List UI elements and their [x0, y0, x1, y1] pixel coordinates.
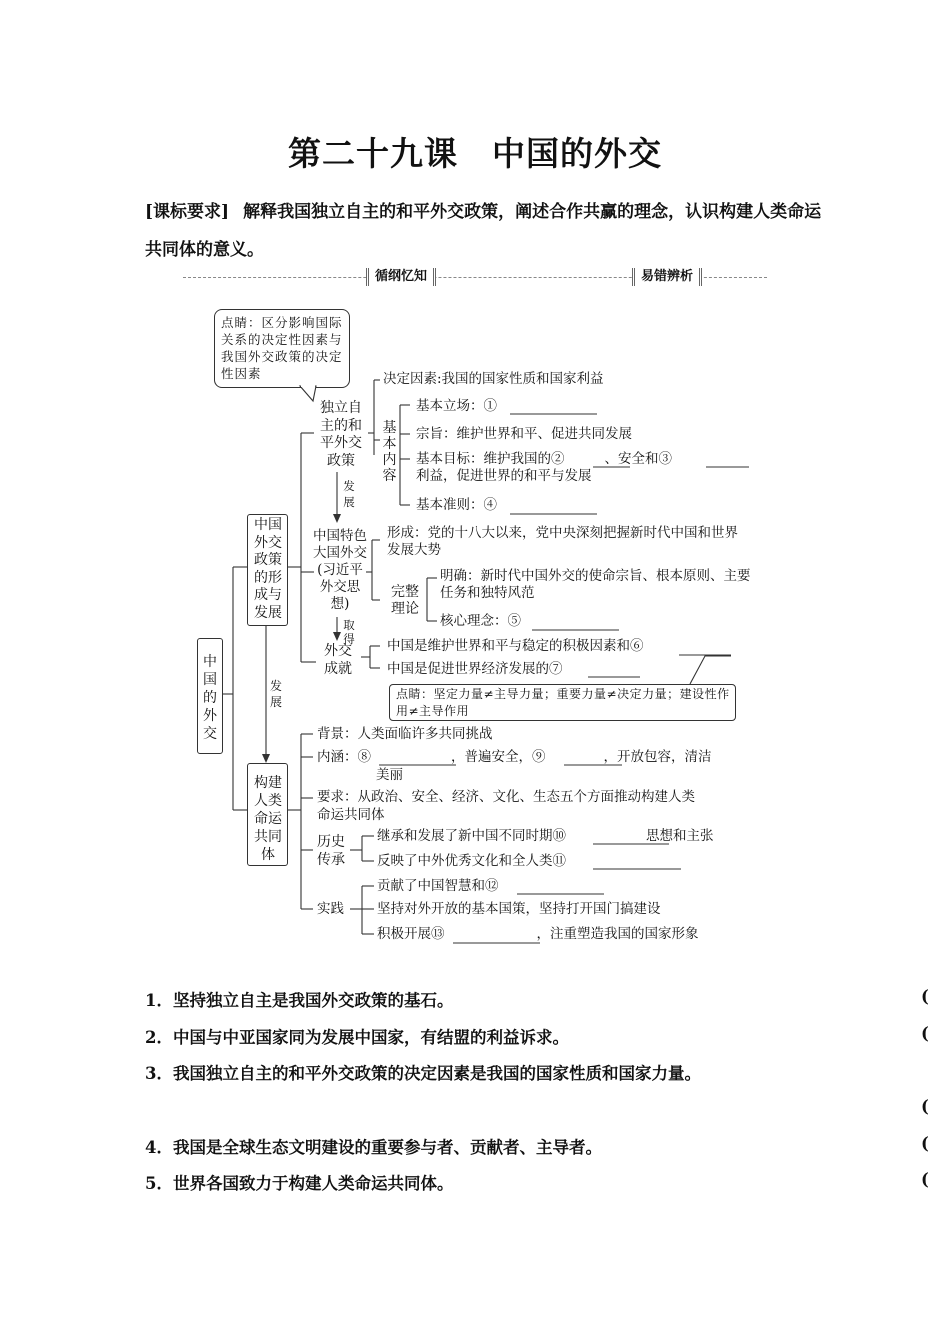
connotation-cont: 美丽 — [376, 767, 403, 783]
branch-policy-formation: 中国外交政策的形成与发展 — [247, 514, 288, 626]
callout-note-2: 点睛：坚定力量≠主导力量；重要力量≠决定力量；建设性作用≠主导作用 — [389, 684, 736, 721]
achievement-2: 中国是促进世界经济发展的⑦ — [387, 661, 563, 677]
purpose: 宗旨：维护世界和平、促进共同发展 — [416, 426, 632, 442]
history-1: 继承和发展了新中国不同时期⑩ 思想和主张 — [377, 828, 714, 844]
xi-diplomacy-node: 中国特色大国外交(习近平外交思想) — [313, 528, 367, 612]
root-node: 中国的外交 — [197, 638, 223, 754]
requirement-line1: 要求：从政治、安全、经济、文化、生态五个方面推动构建人类 — [317, 789, 695, 805]
question-3: 3．我国独立自主的和平外交政策的决定因素是我国的国家性质和国家力量。 — [145, 1064, 701, 1083]
basic-stand: 基本立场：① — [416, 398, 497, 414]
requirement-text: 解释我国独立自主的和平外交政策，阐述合作共赢的理念，认识构建人类命运共同体的意义。 — [145, 202, 822, 260]
policy-node: 独立自主的和平外交政策 — [320, 400, 362, 469]
clarify: 明确：新时代中国外交的使命宗旨、根本原则、主要任务和独特风范 — [440, 568, 751, 601]
answer-paren-5[interactable]: ( — [921, 1170, 929, 1189]
connotation: 内涵：⑧ ，普遍安全，⑨ ，开放包容，清洁 — [317, 749, 712, 765]
practice-2: 坚持对外开放的基本国策，坚持打开国门搞建设 — [377, 901, 661, 917]
requirement-tag: [课标要求] — [145, 202, 230, 222]
obtain-label: 取得 — [343, 618, 355, 646]
develop-label: 发展 — [269, 679, 282, 709]
question-5: 5．世界各国致力于构建人类命运共同体。 — [145, 1174, 454, 1193]
answer-paren-1[interactable]: ( — [921, 987, 929, 1006]
tab-review[interactable]: 循纲忆知 — [366, 268, 436, 286]
tab-mistakes[interactable]: 易错辨析 — [632, 268, 702, 286]
question-4: 4．我国是全球生态文明建设的重要参与者、贡献者、主导者。 — [145, 1138, 602, 1157]
branch-community: 构建人类命运共同体 — [247, 763, 288, 866]
requirement-line2: 命运共同体 — [317, 807, 385, 823]
history-2: 反映了中外优秀文化和全人类⑪ — [377, 853, 566, 869]
answer-paren-2[interactable]: ( — [921, 1024, 929, 1043]
practice-3: 积极开展⑬ ，注重塑造我国的国家形象 — [377, 926, 699, 942]
background: 背景：人类面临许多共同挑战 — [317, 726, 493, 742]
question-1: 1．坚持独立自主是我国外交政策的基石。 — [145, 991, 454, 1010]
basic-content-label: 基本内容 — [382, 420, 397, 484]
answer-paren-3[interactable]: ( — [921, 1097, 929, 1116]
principle: 基本准则：④ — [416, 497, 497, 513]
decisive-factor: 决定因素:我国的国家性质和国家利益 — [383, 371, 604, 387]
achievement-1: 中国是维护世界和平与稳定的积极因素和⑥ — [387, 638, 644, 654]
history-label: 历史传承 — [317, 834, 345, 868]
develop2-label: 发展 — [343, 479, 355, 509]
goal-line: 基本目标：维护我国的② 、安全和③ — [416, 451, 672, 467]
answer-paren-4[interactable]: ( — [921, 1134, 929, 1153]
goal-line-2: 利益，促进世界的和平与发展 — [416, 468, 592, 484]
question-2: 2．中国与中亚国家同为发展中国家，有结盟的利益诉求。 — [145, 1028, 569, 1047]
page-title: 第二十九课 中国的外交 — [288, 134, 662, 173]
complete-theory-label: 完整理论 — [391, 584, 419, 617]
core-concept: 核心理念：⑤ — [440, 613, 521, 629]
practice-1: 贡献了中国智慧和⑫ — [377, 878, 499, 894]
callout-note-1: 点睛：区分影响国际关系的决定性因素与我国外交政策的决定性因素 — [214, 309, 350, 388]
achievements-node: 外交成就 — [324, 643, 352, 677]
practice-label: 实践 — [317, 901, 344, 917]
formation: 形成：党的十八大以来，党中央深刻把握新时代中国和世界发展大势 — [387, 525, 738, 558]
